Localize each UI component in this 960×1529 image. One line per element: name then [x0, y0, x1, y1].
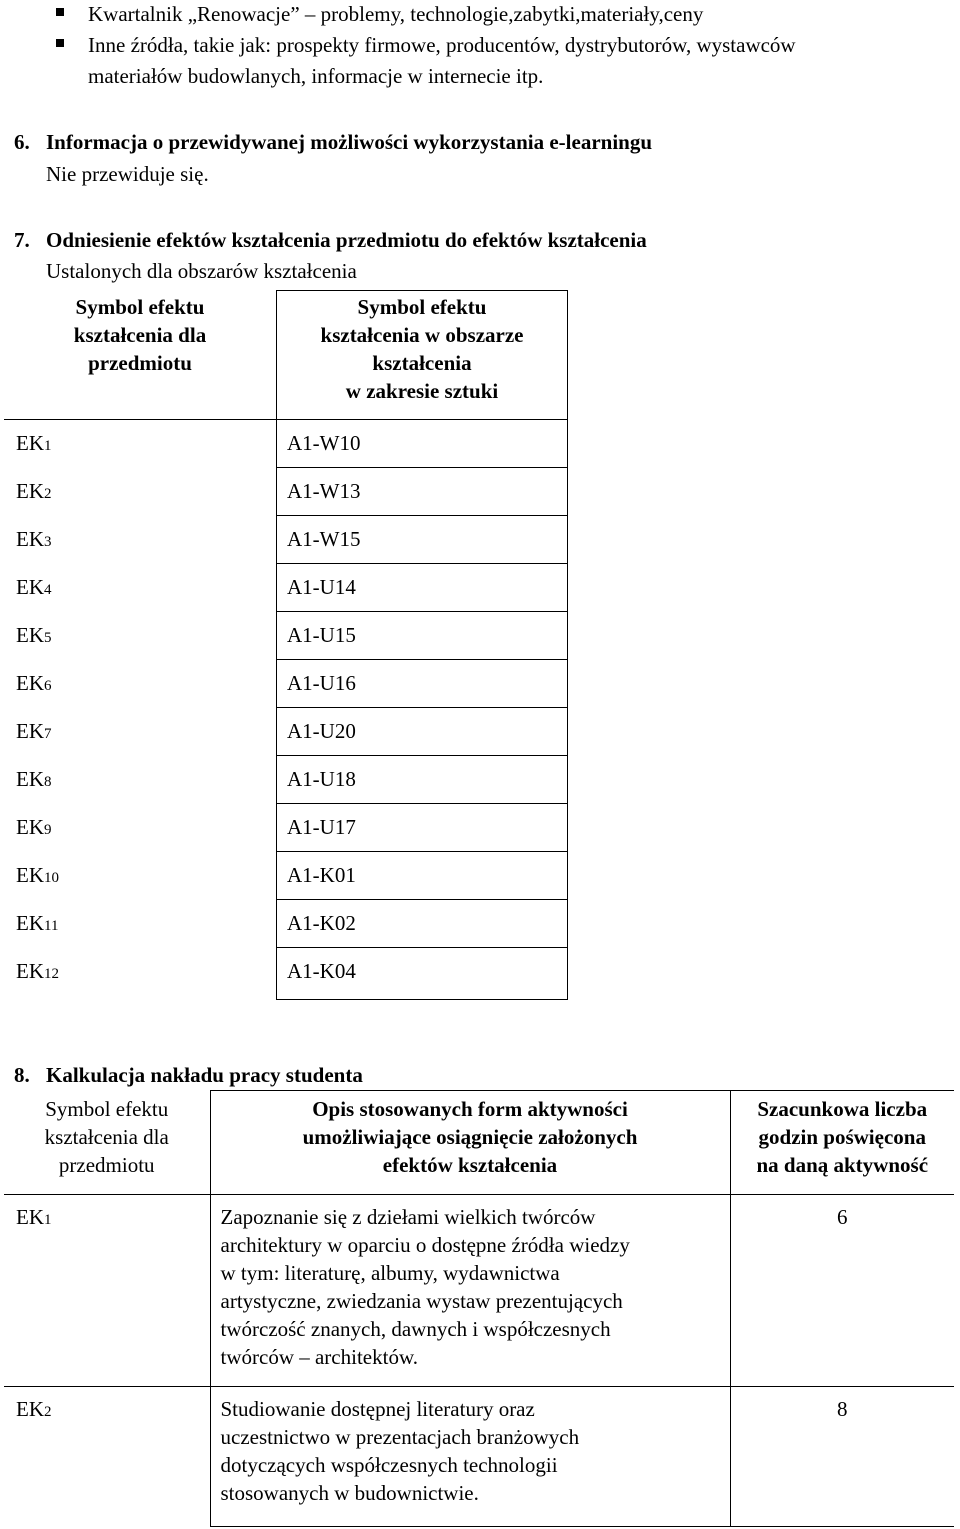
header-line: na daną aktywność	[756, 1153, 929, 1177]
table-row	[4, 756, 568, 804]
table-row	[4, 900, 568, 948]
ek-symbol: EK7	[4, 708, 277, 756]
bullet-icon	[56, 8, 64, 16]
table-row	[4, 420, 568, 468]
ek-symbol: EK2	[4, 468, 277, 516]
ek-symbol: EK1	[4, 420, 277, 468]
source-item-continuation: materiałów budowlanych, informacje w internecie itp.	[88, 64, 544, 88]
header-line: kształcenia dla	[44, 1124, 169, 1149]
table-row	[4, 612, 568, 660]
workload-table	[4, 1090, 954, 1527]
table-row	[4, 516, 568, 564]
area-code: A1-W10	[277, 420, 568, 468]
table-row	[4, 564, 568, 612]
activity-description: Zapoznanie się z dziełami wielkich twórców architektury w oparciu o dostępne źródła wiedzy w tym: literaturę, albumy, wydawnictwa artystyczne, zwiedzania wystaw prezentujących twórczość znanych, dawnych i współczesnych twórców – architektów.	[210, 1195, 730, 1387]
source-item: Inne źródła, takie jak: prospekty firmowe, producentów, dystrybutorów, wystawców	[88, 33, 796, 57]
section7-subtitle: Ustalonych dla obszarów kształcenia	[46, 259, 357, 283]
ek-symbol: EK9	[4, 804, 277, 852]
ek-symbol: EK10	[4, 852, 277, 900]
ek-symbol: EK6	[4, 660, 277, 708]
col2-header	[210, 1091, 730, 1195]
activity-description: Studiowanie dostępnej literatury oraz uczestnictwo w prezentacjach branżowych dotyczących współczesnych technologii stosowanych w budownictwie.	[210, 1387, 730, 1527]
outcomes-mapping-table	[4, 290, 568, 1000]
area-code: A1-U16	[277, 660, 568, 708]
source-item: Kwartalnik „Renowacje” – problemy, technologie,zabytki,materiały,ceny	[88, 2, 704, 26]
ek-symbol: EK1	[4, 1195, 210, 1387]
header-line: Szacunkowa liczba	[757, 1097, 928, 1121]
table-row	[4, 708, 568, 756]
section6-text: Nie przewiduje się.	[46, 162, 209, 186]
area-code: A1-W13	[277, 468, 568, 516]
hours-value: 8	[730, 1387, 954, 1527]
area-code: A1-U17	[277, 804, 568, 852]
header-line: godzin poświęcona	[758, 1125, 926, 1149]
ek-symbol: EK8	[4, 756, 277, 804]
area-code: A1-U18	[277, 756, 568, 804]
section7-title: Odniesienie efektów kształcenia przedmiotu do efektów kształcenia	[46, 228, 647, 252]
table-row	[4, 948, 568, 1000]
header-line: efektów kształcenia	[382, 1153, 558, 1177]
ek-symbol: EK3	[4, 516, 277, 564]
section6-title: Informacja o przewidywanej możliwości wykorzystania e-learningu	[46, 130, 653, 154]
col1-header	[4, 1091, 210, 1195]
header-line: przedmiotu	[88, 350, 192, 375]
area-code: A1-U20	[277, 708, 568, 756]
header-line: w zakresie sztuki	[345, 379, 499, 403]
area-code: A1-W15	[277, 516, 568, 564]
table-row	[4, 1195, 954, 1387]
table-row	[4, 804, 568, 852]
bullet-icon	[56, 39, 64, 47]
section8-title: Kalkulacja nakładu pracy studenta	[46, 1063, 363, 1087]
header-line: kształcenia w obszarze	[320, 323, 524, 347]
header-line: Symbol efektu	[75, 294, 205, 319]
col3-header	[730, 1091, 954, 1195]
area-code: A1-U15	[277, 612, 568, 660]
header-line: Symbol efektu	[357, 295, 487, 319]
table-row	[4, 852, 568, 900]
ek-symbol: EK2	[4, 1387, 210, 1527]
table-row	[4, 1387, 954, 1527]
ek-symbol: EK5	[4, 612, 277, 660]
section8-number: 8.	[14, 1063, 30, 1087]
col1-header	[4, 291, 277, 420]
header-line: przedmiotu	[58, 1152, 155, 1177]
table-row	[4, 468, 568, 516]
header-line: umożliwiające osiągnięcie założonych	[302, 1125, 638, 1149]
ek-symbol: EK11	[4, 900, 277, 948]
area-code: A1-K02	[277, 900, 568, 948]
area-code: A1-K04	[277, 948, 568, 1000]
area-code: A1-K01	[277, 852, 568, 900]
section6-number: 6.	[14, 130, 30, 154]
section7-number: 7.	[14, 228, 30, 252]
area-code: A1-U14	[277, 564, 568, 612]
col2-header	[277, 291, 568, 420]
header-line: kształcenia dla	[73, 322, 207, 347]
header-line: Symbol efektu	[45, 1096, 169, 1121]
header-line: kształcenia	[372, 351, 472, 375]
ek-symbol: EK4	[4, 564, 277, 612]
ek-symbol: EK12	[4, 948, 277, 1000]
hours-value: 6	[730, 1195, 954, 1387]
table-row	[4, 660, 568, 708]
header-line: Opis stosowanych form aktywności	[312, 1097, 628, 1121]
